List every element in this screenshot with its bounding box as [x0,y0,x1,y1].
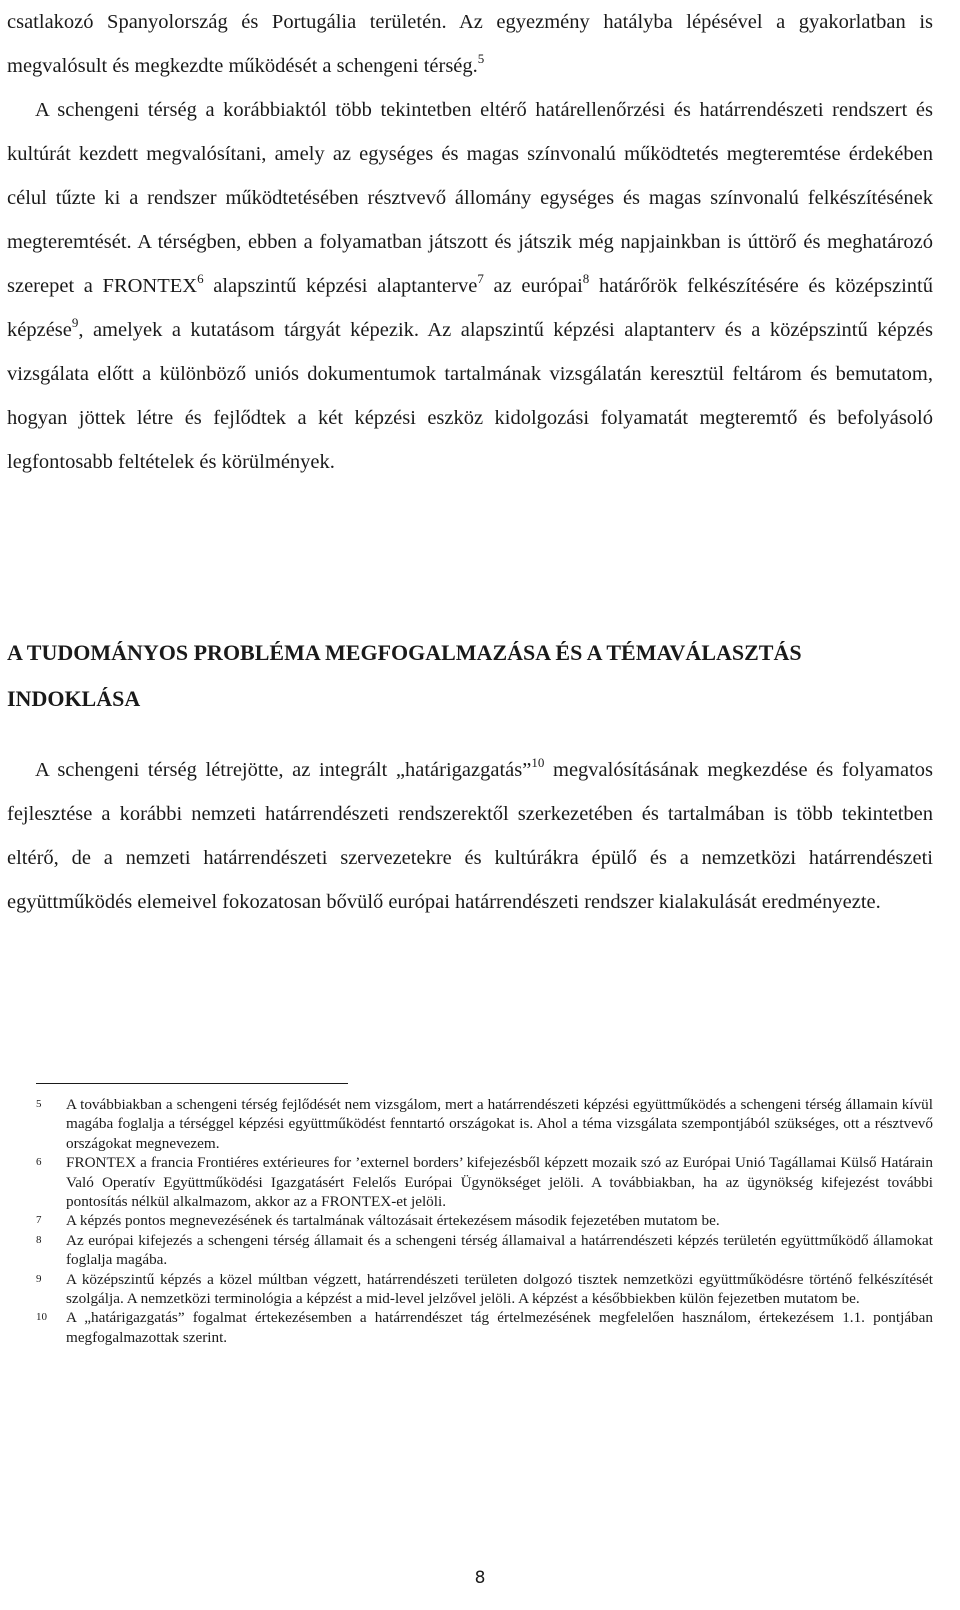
footnotes-list [36,1095,933,1347]
footnote-ref-7[interactable]: 7 [477,271,484,286]
footnote-9 [36,1270,933,1309]
footnote-10 [36,1308,933,1347]
footnote-number: 7 [36,1214,42,1227]
footnote-separator [36,1083,348,1084]
paragraph-text: alapszintű képzési alaptanterve [203,275,478,297]
section-heading: A TUDOMÁNYOS PROBLÉMA MEGFOGALMAZÁSA ÉS A TÉMAVÁLASZTÁS INDOKLÁSA [7,640,802,711]
footnote-number: 9 [36,1272,42,1285]
paragraph-text: az európai [483,275,583,297]
footnote-text: A „határigazgatás” fogalmat értekezésemben a határrendészet tág értelmezésének megfelelően használom, értekezésem 1.1. pontjában megfogalmazottak szerint. [66,1309,933,1346]
footnote-ref-9[interactable]: 9 [71,315,79,330]
footnote-number: 6 [36,1156,42,1169]
footnote-5 [36,1095,933,1153]
footnote-number: 8 [36,1233,42,1246]
paragraph-continuation [7,0,933,88]
footnote-text: Az európai kifejezés a schengeni térség államait és a schengeni térség államaival a határrendészeti képzés területén együttműködő államokat foglalja magába. [66,1231,933,1269]
paragraph-text: csatlakozó Spanyolország és Portugália területén. Az egyezmény hatályba lépésével a gyakorlatban is megvalósult és megkezdte működését a schengeni térség. [7,11,933,77]
paragraph-text: A schengeni térség létrejötte, az integrált „határigazgatás” [35,759,532,781]
footnote-7 [36,1211,933,1230]
footnote-ref-10[interactable]: 10 [531,755,545,770]
footnote-6 [36,1153,933,1211]
page-number: 8 [474,1568,486,1588]
footnote-text: A továbbiakban a schengeni térség fejlődését nem vizsgálom, mert a határrendészeti képzési együttműködés a schengeni térség államain kívül magába foglalja a térséggel képzési együttműködést fenntartó országokat is. Ahol a téma vizsgálata szempontjából szükséges, ott a résztvevő országokat megnevezem. [66,1096,933,1152]
footnote-text: A képzés pontos megnevezésének és tartalmának változásait értekezésem második fejezetében mutatom be. [66,1212,720,1230]
footnote-number: 10 [36,1311,47,1324]
footnote-number: 5 [36,1098,42,1110]
paragraph-text: , amelyek a kutatásom tárgyát képezik. Az alapszintű képzési alaptanterv és a középszintű képzés vizsgálata előtt a különböző uniós dokumentumok tartalmának vizsgálatán keresztül feltárom és bemutatom, hogyan jöttek létre és fejlődtek a két képzési eszköz kidolgozási folyamatát megteremtő és befolyásoló legfontosabb feltételek és körülmények. [7,319,933,473]
footnote-text: FRONTEX a francia Frontiéres extérieures for ’externel borders’ kifejezésből képzett mozaik szó az Európai Unió Tagállamai Külső Határain Való Operatív Együttműködési Igazgatásért Felelős Európai Ügynökséget jelöli. A továbbiakban, ha az ügynökség kifejezést további pontosítás nélkül alkalmazom, akkor az a FRONTEX-et jelöli. [66,1154,933,1211]
footnote-8 [36,1231,933,1270]
footnote-ref-5[interactable]: 5 [477,51,485,66]
paragraph-schengen-training [7,88,933,484]
paragraph-text: A schengeni térség a korábbiaktól több tekintetben eltérő határellenőrzési és határrendészeti rendszert és kultúrát kezdett megvalósítani, amely az egységes és magas színvonalú működtetés megteremtése érdekében célul tűzte ki a rendszer működtetésében résztvevő állomány egységes és magas színvonalú felkészítésének megteremtését. A térségben, ebben a folyamatban játszott és játszik még napjainkban is úttörő és meghatározó szerepet a FRONTEX [7,99,933,297]
paragraph-text: megvalósításának megkezdése és folyamatos fejlesztése a korábbi nemzeti határrendészeti rendszerektől szerkezetében és tartalmában is több tekintetben eltérő, de a nemzeti határrendészeti szervezetekre és kultúrákra épülő és a nemzetközi határrendészeti együttműködés elemeivel fokozatosan bővülő európai határrendészeti rendszer kialakulását eredményezte. [7,759,933,913]
footnote-text: A középszintű képzés a közel múltban végzett, határrendészeti területen dolgozó tisztek nemzetközi együttműködésre történő felkészítését szolgálja. A nemzetközi terminológia a képzést a mid-level jelzővel jelöli. A képzést a későbbiekben külön fejezetben mutatom be. [66,1270,933,1308]
paragraph-problem-statement [7,748,933,924]
footnote-ref-8[interactable]: 8 [582,271,590,286]
footnote-ref-6[interactable]: 6 [197,271,204,286]
paragraph-text: határőrök felkészítésére és középszintű képzése [7,275,933,341]
